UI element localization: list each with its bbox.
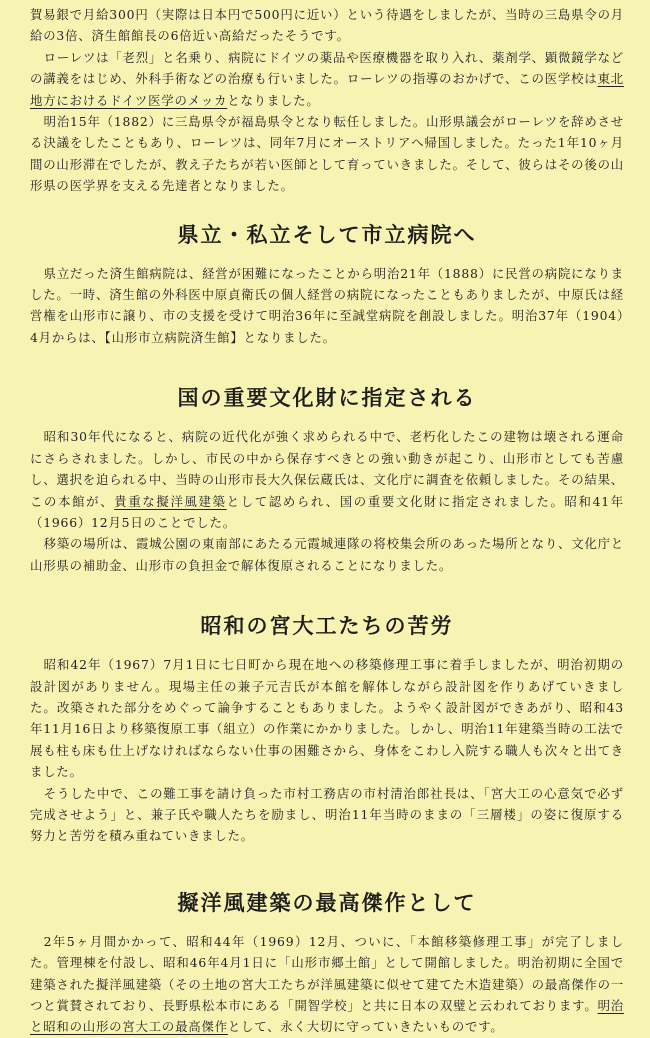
intro-paragraph-3: 明治15年（1882）に三島県令が福島県令となり転任しました。山形県議会がローレツを辞めさせる決議をしたこともあり、ローレツは、同年7月にオーストリアへ帰国しました。たった1年10ヶ月間の山形滞在でしたが、教え子たちが若い医師として育っていきました。そして、彼らはその後の山形県の医学界を支える先達者となりました。 [30,114,624,194]
section4-paragraph-1 [30,931,624,1038]
intro-p2-underlined: 東北地方におけるドイツ医学のメッカ [30,71,624,108]
intro-p2-text-a: ローレツは「老烈」と名乗り、病院にドイツの薬品や医療機器を取り入れ、薬剤学、顕微鏡学などの講義をはじめ、外科手術などの治療も行いました。ローレツの指導のおかげで、この医学校は [30,49,624,87]
s4-p1-text-a: 2年5ヶ月間かかって、昭和44年（1969）12月、ついに、「本館移築修理工事」が完了しました。管理棟を付設し、昭和46年4月1日に「山形市郷土館」として開館しました。明治初期に全国で建築された擬洋風建築（その土地の宮大工たちが洋風建築に似せて建てた木造建築）の最高傑作の一つと賞賛されており、長野県松本市にある「開智学校」と共に日本の双璧と云われております。 [30,933,624,1013]
section3-paragraph-1: 昭和42年（1967）7月1日に七日町から現在地への移築修理工事に着手しましたが、明治初期の設計図がありません。現場主任の兼子元吉氏が本館を解体しながら設計図を作りあげていきました。改築された部分をめぐって論争することもありました。ようやく設計図ができあがり、昭和43年11月16日より移築復原工事（組立）の作業にかかりました。しかし、明治11年建築当時の工法で展も柱も床も仕上げなければならない仕事の困難さから、身体をこわし入院する職人も次々と出てきました。 [30,657,624,780]
s2-p1-underlined: 貴重な擬洋風建築 [114,493,227,509]
s2-p1-text-a: 昭和30年代になると、病院の近代化が強く求められる中で、老朽化したこの建物は壊される運命にさらされました。しかし、市民の中から保存すべきとの強い動きが起こり、山形市としても苦慮し、選択を迫られる中、当時の山形市長大久保伝蔵氏は、文化庁に調査を依頼しました。その結果、この本館が、 [30,429,624,509]
s4-p1-underlined: 明治と昭和の山形の宮大工の最高傑作 [30,998,624,1035]
s2-p1-text-b: として認められ、国の重要文化財に指定されました。昭和41年（1966）12月5日のことでした。 [30,493,624,530]
s4-p1-text-b: として、永く大切に守っていきたいものです。 [227,1019,504,1035]
section-heading-masterpiece: 擬洋風建築の最高傑作として [177,890,477,915]
section-heading-carpenters: 昭和の宮大工たちの苦労 [200,614,454,639]
section1-paragraph-1: 県立だった済生館病院は、経営が困難になったことから明治21年（1888）に民営の病院になりました。一時、済生館の外科医中原貞衛氏の個人経営の病院になったこともありましたが、中原氏は経営権を山形市に譲り、市の支援を受けて明治36年に至誠堂病院を創設しました。明治37年（1904）4月からは、【山形市立病院済生館】となりました。 [30,265,624,345]
section-heading-hospitals: 県立・私立そして市立病院へ [177,222,477,247]
intro-p2-text-b: となりました。 [227,92,320,108]
section2-paragraph-2: 移築の場所は、霞城公園の東南部にあたる元霞城連隊の将校集会所のあった場所となり、文化庁と山形県の補助金、山形市の負担金で解体復原されることになりました。 [30,536,624,573]
section2-paragraph-1 [30,426,624,533]
intro-paragraph-2 [30,47,624,111]
section3-paragraph-2: そうした中で、この難工事を請け負った市村工務店の市村清治郎社長は、「宮大工の心意気で必ず完成させよう」と、兼子氏や職人たちを励まし、明治11年当時のままの「三層楼」の姿に復原する努力と苦労を積み重ねていきました。 [30,785,624,844]
section-heading-cultural-property: 国の重要文化財に指定される [177,386,477,411]
intro-paragraph-1: 賀易銀で月給300円（実際は日本円で500円に近い）という待遇をしましたが、当時の三島県令の月給の3倍、済生館館長の6倍近い高給だったそうです。 [30,7,624,44]
